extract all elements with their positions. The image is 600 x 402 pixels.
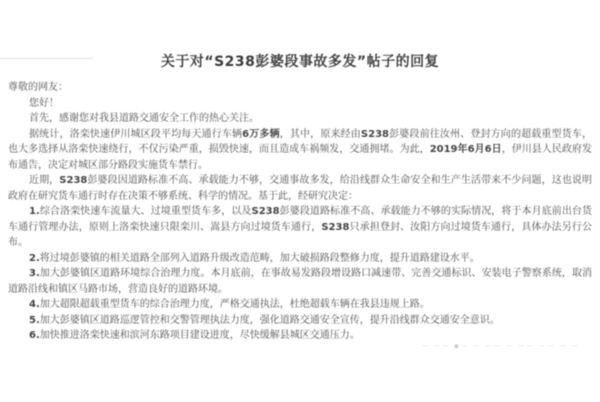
text-run: ，伊川县人民政府发布通告，决定对城区部分路段实施货车禁行。 <box>8 144 593 171</box>
text-run: 加大彭婆镇区道路环境综合治理力度。本月底前，在事故易发路段增设路口减速带、完善交通标识、安装电子警察系统，取消道路沿线和镇区马路市场，营造良好的道路环境。 <box>8 268 592 295</box>
bold-text-run: 2. <box>29 252 40 264</box>
bold-text-run: 1. <box>29 206 40 217</box>
paragraph <box>8 204 592 251</box>
text-run: 尊敬的网友： <box>8 82 68 93</box>
paragraph <box>8 80 592 96</box>
text-run: 彭婆段道路标准不高、承载能力不够的实际情况，将于本月底前出台货车通行管理办法，原则上洛栾快速只限栾川、嵩县方向过境货车通行， <box>8 206 593 233</box>
text-run: 加快推进洛栾快速和滨河东路项目建设进度，尽快缓解县城区交通压力。 <box>39 330 360 341</box>
bold-text-run: S238 <box>59 175 88 186</box>
paragraph <box>8 313 592 329</box>
text-run: ，其中，原来经由 <box>279 128 361 140</box>
bold-text-run: 4. <box>29 299 40 310</box>
text-run: 只承担登封、汝阳方向过境货车通行，具体办法另行公布。 <box>8 221 593 248</box>
text-run: 您好！ <box>29 97 59 109</box>
bold-text-run: 2019年6月6日 <box>429 144 502 155</box>
paragraph <box>8 251 592 267</box>
bold-text-run: 6万多辆 <box>242 128 280 140</box>
text-run: 将过境彭婆镇的相关道路全部列入道路升级改造范畴，加大破损路段整修力度，提升道路建设水平。 <box>39 252 480 264</box>
text-run: 近期， <box>29 175 60 186</box>
text-run: 彭婆段因道路标准不高、承载能力不够，交通事故多发，给沿线群众生命安全和生产生活带来不少问题，这也说明政府在研究货车通行时存在决策不够系统、科学的情况。基于此，经研究决定： <box>8 175 593 202</box>
bold-text-run: S238 <box>321 221 350 233</box>
bold-text-run: 5. <box>29 314 40 326</box>
text-run: 综合洛栾快速车流量大、过境重型货车多，以及 <box>39 206 252 217</box>
bold-text-run: 6. <box>29 330 40 341</box>
text-run: 加大彭婆镇区道路巡逻管控和交警管理执法力度，强化道路交通安全宣传，提升沿线群众交通安全意识。 <box>39 314 500 326</box>
document-body <box>8 80 592 344</box>
text-run: 加大超限超载重型货车的综合治理力度，严格交通执法，杜绝超载车辆在我县违规上路。 <box>39 299 430 310</box>
faint-watermark: － －－ ▪－ － －－ － －－ －－ － － <box>421 342 580 350</box>
paragraph <box>8 127 592 174</box>
text-run: 首先，感谢您对我县道路交通安全工作的热心关注。 <box>29 113 259 124</box>
bold-text-run: 3. <box>29 268 40 279</box>
paragraph <box>8 96 592 112</box>
text-run: 彭婆段前往汝州、登封方向的超载重型货车，也大多选择从洛栾快速绕行，不仅污染严重，损毁快速，而且造成车祸频发，交通拥堵。为此， <box>8 128 593 155</box>
text-run: 据统计，洛栾快速伊川城区段平均每天通行车辆 <box>29 128 243 140</box>
paragraph <box>8 297 592 313</box>
bold-text-run: S238 <box>360 128 389 140</box>
paragraph <box>8 266 592 297</box>
paragraph <box>8 111 592 127</box>
page-title: 关于对“S238彭婆段事故多发”帖子的回复 <box>160 54 440 70</box>
divider-line <box>0 58 93 59</box>
paragraph <box>8 173 592 204</box>
bold-text-run: S238 <box>251 206 280 217</box>
